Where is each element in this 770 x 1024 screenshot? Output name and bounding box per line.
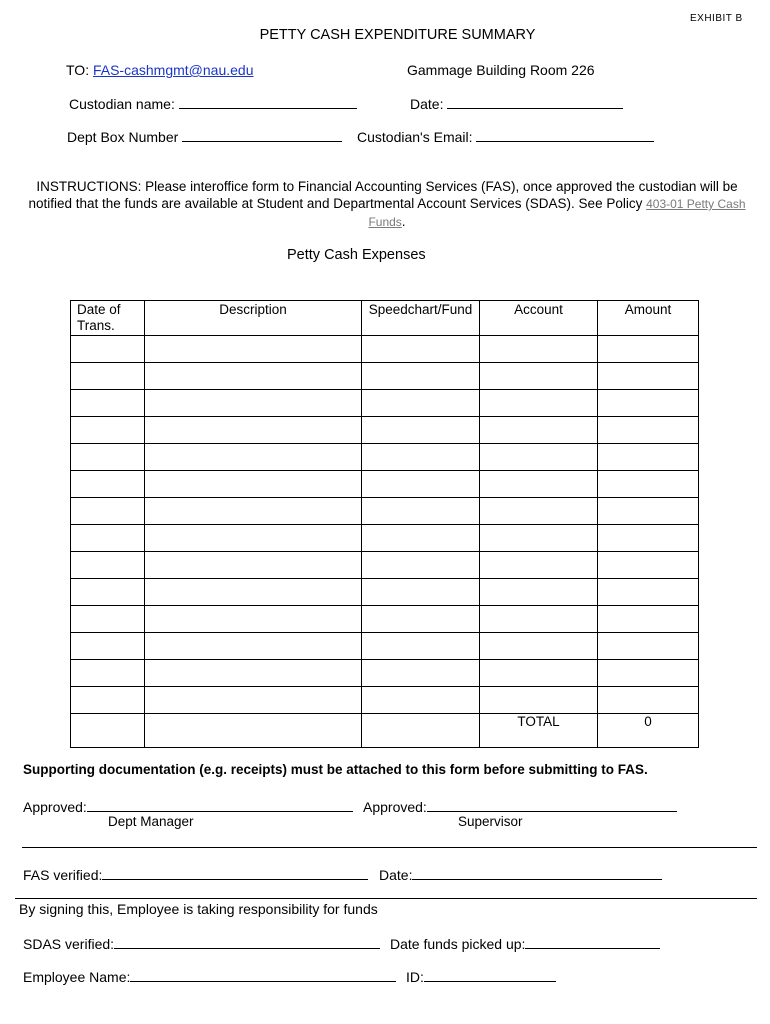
amount-cell[interactable] xyxy=(598,606,699,633)
amount-cell[interactable] xyxy=(598,471,699,498)
description-cell[interactable] xyxy=(145,660,362,687)
column-header-date: Date of Trans. xyxy=(71,301,145,336)
table-row xyxy=(71,390,699,417)
employee-name-row xyxy=(23,968,396,985)
form-title: PETTY CASH EXPENDITURE SUMMARY xyxy=(259,27,536,43)
amount-cell[interactable] xyxy=(598,687,699,714)
account-cell[interactable] xyxy=(480,336,598,363)
description-cell[interactable] xyxy=(145,606,362,633)
speedchart-cell[interactable] xyxy=(362,444,480,471)
account-cell[interactable] xyxy=(480,687,598,714)
approved-label-2: Approved: xyxy=(363,799,427,815)
date-picked-up-label: Date funds picked up: xyxy=(390,936,526,952)
column-header-account: Account xyxy=(480,301,598,336)
total-row-blank-cell xyxy=(362,714,480,748)
description-cell[interactable] xyxy=(145,471,362,498)
instructions-paragraph xyxy=(22,178,752,231)
amount-cell[interactable] xyxy=(598,390,699,417)
date-cell[interactable] xyxy=(71,417,145,444)
custodian-email-field[interactable] xyxy=(476,128,654,142)
dept-manager-caption: Dept Manager xyxy=(108,814,194,829)
account-cell[interactable] xyxy=(480,660,598,687)
custodian-name-field[interactable] xyxy=(179,95,357,109)
fas-verified-row xyxy=(23,866,368,883)
employee-name-field[interactable] xyxy=(130,968,396,982)
approved-supervisor-row xyxy=(363,798,677,815)
total-row-blank-cell xyxy=(71,714,145,748)
sdas-verified-field[interactable] xyxy=(114,935,380,949)
account-cell[interactable] xyxy=(480,633,598,660)
amount-cell[interactable] xyxy=(598,444,699,471)
supervisor-caption: Supervisor xyxy=(458,814,523,829)
fas-date-label: Date: xyxy=(379,867,413,883)
id-label: ID: xyxy=(406,969,424,985)
table-row xyxy=(71,498,699,525)
description-cell[interactable] xyxy=(145,336,362,363)
account-cell[interactable] xyxy=(480,525,598,552)
account-cell[interactable] xyxy=(480,390,598,417)
divider-line xyxy=(15,898,757,899)
description-cell[interactable] xyxy=(145,579,362,606)
description-cell[interactable] xyxy=(145,390,362,417)
date-label: Date: xyxy=(410,96,448,112)
table-row xyxy=(71,552,699,579)
table-row xyxy=(71,687,699,714)
date-cell[interactable] xyxy=(71,660,145,687)
speedchart-cell[interactable] xyxy=(362,687,480,714)
table-row xyxy=(71,579,699,606)
location-text: Gammage Building Room 226 xyxy=(407,62,595,78)
table-row xyxy=(71,633,699,660)
table-row xyxy=(71,606,699,633)
amount-cell[interactable] xyxy=(598,633,699,660)
section-title: Petty Cash Expenses xyxy=(287,247,426,263)
date-cell[interactable] xyxy=(71,444,145,471)
description-cell[interactable] xyxy=(145,498,362,525)
instructions-text: INSTRUCTIONS: Please interoffice form to Financial Accounting Services (FAS), once approved the custodian will be notified that the funds are available at Student and Departmental Account Services (SDAS). See Policy xyxy=(28,179,738,211)
to-line xyxy=(66,62,253,78)
speedchart-cell[interactable] xyxy=(362,390,480,417)
account-cell[interactable] xyxy=(480,498,598,525)
speedchart-cell[interactable] xyxy=(362,579,480,606)
description-cell[interactable] xyxy=(145,363,362,390)
account-cell[interactable] xyxy=(480,417,598,444)
fas-verified-label: FAS verified: xyxy=(23,867,103,883)
total-label: TOTAL xyxy=(480,714,598,748)
policy-link[interactable]: 403-01 Petty Cash Funds xyxy=(368,197,746,229)
speedchart-cell[interactable] xyxy=(362,498,480,525)
description-cell[interactable] xyxy=(145,525,362,552)
speedchart-cell[interactable] xyxy=(362,471,480,498)
table-row xyxy=(71,471,699,498)
fas-verified-field[interactable] xyxy=(102,866,368,880)
date-cell[interactable] xyxy=(71,579,145,606)
speedchart-cell[interactable] xyxy=(362,525,480,552)
table-row xyxy=(71,417,699,444)
description-cell[interactable] xyxy=(145,633,362,660)
divider-line xyxy=(22,847,757,848)
column-header-speedchart: Speedchart/Fund xyxy=(362,301,480,336)
date-field[interactable] xyxy=(447,95,623,109)
amount-cell[interactable] xyxy=(598,552,699,579)
description-cell[interactable] xyxy=(145,417,362,444)
description-cell[interactable] xyxy=(145,687,362,714)
table-row xyxy=(71,660,699,687)
speedchart-cell[interactable] xyxy=(362,633,480,660)
to-label: TO: xyxy=(66,62,93,78)
account-cell[interactable] xyxy=(480,606,598,633)
amount-cell[interactable] xyxy=(598,525,699,552)
speedchart-cell[interactable] xyxy=(362,363,480,390)
date-cell[interactable] xyxy=(71,552,145,579)
date-picked-up-row xyxy=(390,935,660,952)
sdas-verified-row xyxy=(23,935,380,952)
custodian-name-label: Custodian name: xyxy=(69,96,179,112)
speedchart-cell[interactable] xyxy=(362,660,480,687)
approved-label-1: Approved: xyxy=(23,799,87,815)
to-email-link[interactable]: FAS-cashmgmt@nau.edu xyxy=(92,62,254,78)
table-header-row xyxy=(71,301,699,336)
date-cell[interactable] xyxy=(71,606,145,633)
date-cell[interactable] xyxy=(71,498,145,525)
sdas-verified-label: SDAS verified: xyxy=(23,936,115,952)
date-cell[interactable] xyxy=(71,336,145,363)
exhibit-label: EXHIBIT B xyxy=(690,13,743,24)
amount-cell[interactable] xyxy=(598,660,699,687)
employee-name-label: Employee Name: xyxy=(23,969,131,985)
employee-responsibility-note: By signing this, Employee is taking responsibility for funds xyxy=(19,901,378,917)
table-row xyxy=(71,363,699,390)
date-cell[interactable] xyxy=(71,363,145,390)
total-row xyxy=(71,714,699,748)
custodian-name-row xyxy=(69,95,357,112)
manager-signature-field[interactable] xyxy=(87,798,353,812)
date-row xyxy=(410,95,623,112)
column-header-amount: Amount xyxy=(598,301,699,336)
date-cell[interactable] xyxy=(71,471,145,498)
amount-cell[interactable] xyxy=(598,417,699,444)
dept-box-label: Dept Box Number xyxy=(67,129,183,145)
speedchart-cell[interactable] xyxy=(362,606,480,633)
date-cell[interactable] xyxy=(71,525,145,552)
account-cell[interactable] xyxy=(480,579,598,606)
table-row xyxy=(71,336,699,363)
amount-cell[interactable] xyxy=(598,498,699,525)
dept-box-field[interactable] xyxy=(182,128,342,142)
account-cell[interactable] xyxy=(480,444,598,471)
id-row xyxy=(406,968,556,985)
amount-cell[interactable] xyxy=(598,579,699,606)
fas-date-row xyxy=(379,866,662,883)
approved-manager-row xyxy=(23,798,353,815)
fas-date-field[interactable] xyxy=(412,866,662,880)
total-row-blank-cell xyxy=(145,714,362,748)
dept-box-row xyxy=(67,128,342,145)
table-row xyxy=(71,525,699,552)
speedchart-cell[interactable] xyxy=(362,336,480,363)
account-cell[interactable] xyxy=(480,363,598,390)
supervisor-signature-field[interactable] xyxy=(427,798,677,812)
amount-cell[interactable] xyxy=(598,336,699,363)
account-cell[interactable] xyxy=(480,471,598,498)
account-cell[interactable] xyxy=(480,552,598,579)
total-value: 0 xyxy=(598,714,699,748)
table-row xyxy=(71,444,699,471)
date-picked-up-field[interactable] xyxy=(525,935,660,949)
custodian-email-row xyxy=(357,128,654,145)
description-cell[interactable] xyxy=(145,444,362,471)
custodian-email-label: Custodian's Email: xyxy=(357,129,477,145)
description-cell[interactable] xyxy=(145,552,362,579)
expenses-table xyxy=(70,300,699,748)
amount-cell[interactable] xyxy=(598,363,699,390)
speedchart-cell[interactable] xyxy=(362,417,480,444)
date-cell[interactable] xyxy=(71,390,145,417)
speedchart-cell[interactable] xyxy=(362,552,480,579)
supporting-documentation-note: Supporting documentation (e.g. receipts) must be attached to this form before submitting to FAS. xyxy=(23,762,648,777)
expenses-table-body xyxy=(71,336,699,748)
id-field[interactable] xyxy=(424,968,556,982)
instructions-end: . xyxy=(401,214,406,229)
date-cell[interactable] xyxy=(71,633,145,660)
date-cell[interactable] xyxy=(71,687,145,714)
column-header-description: Description xyxy=(145,301,362,336)
